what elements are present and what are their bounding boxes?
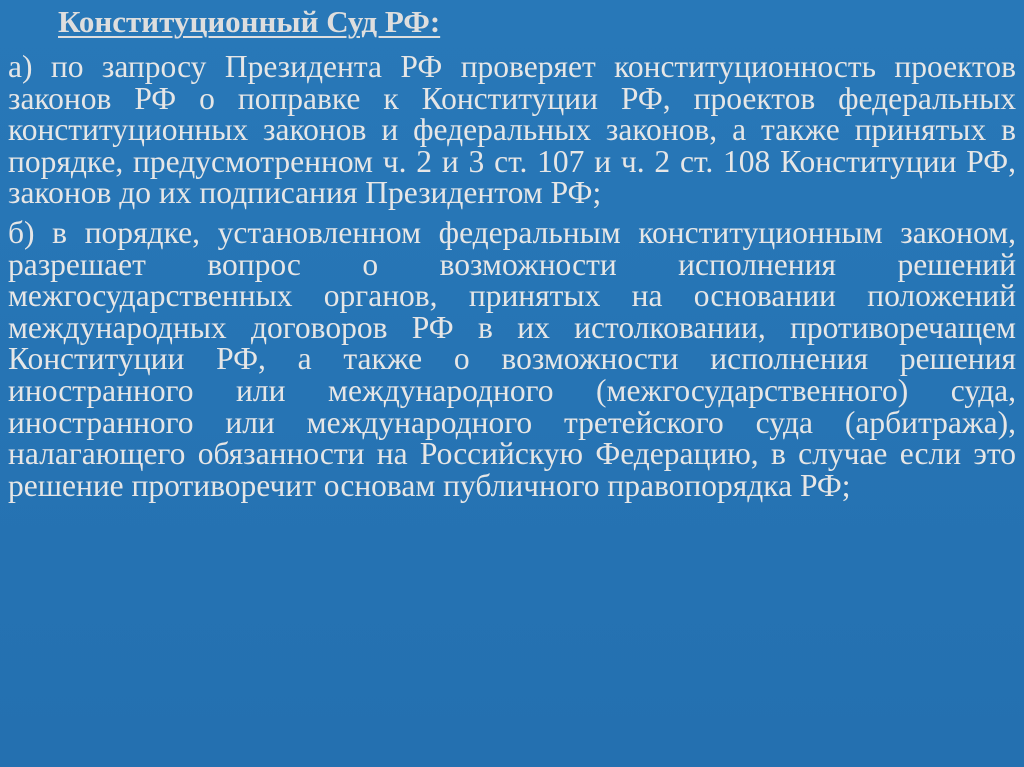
paragraph-b: б) в порядке, установленном федеральным конституционным законом, разрешает вопрос о возможности исполнения решений межгосударственных органов, принятых на основании положений международных договоров РФ в их истолковании, противоречащем Конституции РФ, а также о возможности исполнения решения иностранного или международного (межгосударственного) суда, иностранного или международного третейского суда (арбитража), налагающего обязанности на Российскую Федерацию, в случае если это решение противоречит основам публичного правопорядка РФ;: [8, 214, 1016, 503]
slide-title: Конституционный Суд РФ:: [58, 4, 441, 39]
slide-body: [8, 51, 1016, 509]
paragraph-a: а) по запросу Президента РФ проверяет конституционность проектов законов РФ о поправке к Конституции РФ, проектов федеральных конституционных законов и федеральных законов, а также принятых в порядке, предусмотренном ч. 2 и 3 ст. 107 и ч. 2 ст. 108 Конституции РФ, законов до их подписания Президентом РФ;: [8, 49, 1016, 211]
